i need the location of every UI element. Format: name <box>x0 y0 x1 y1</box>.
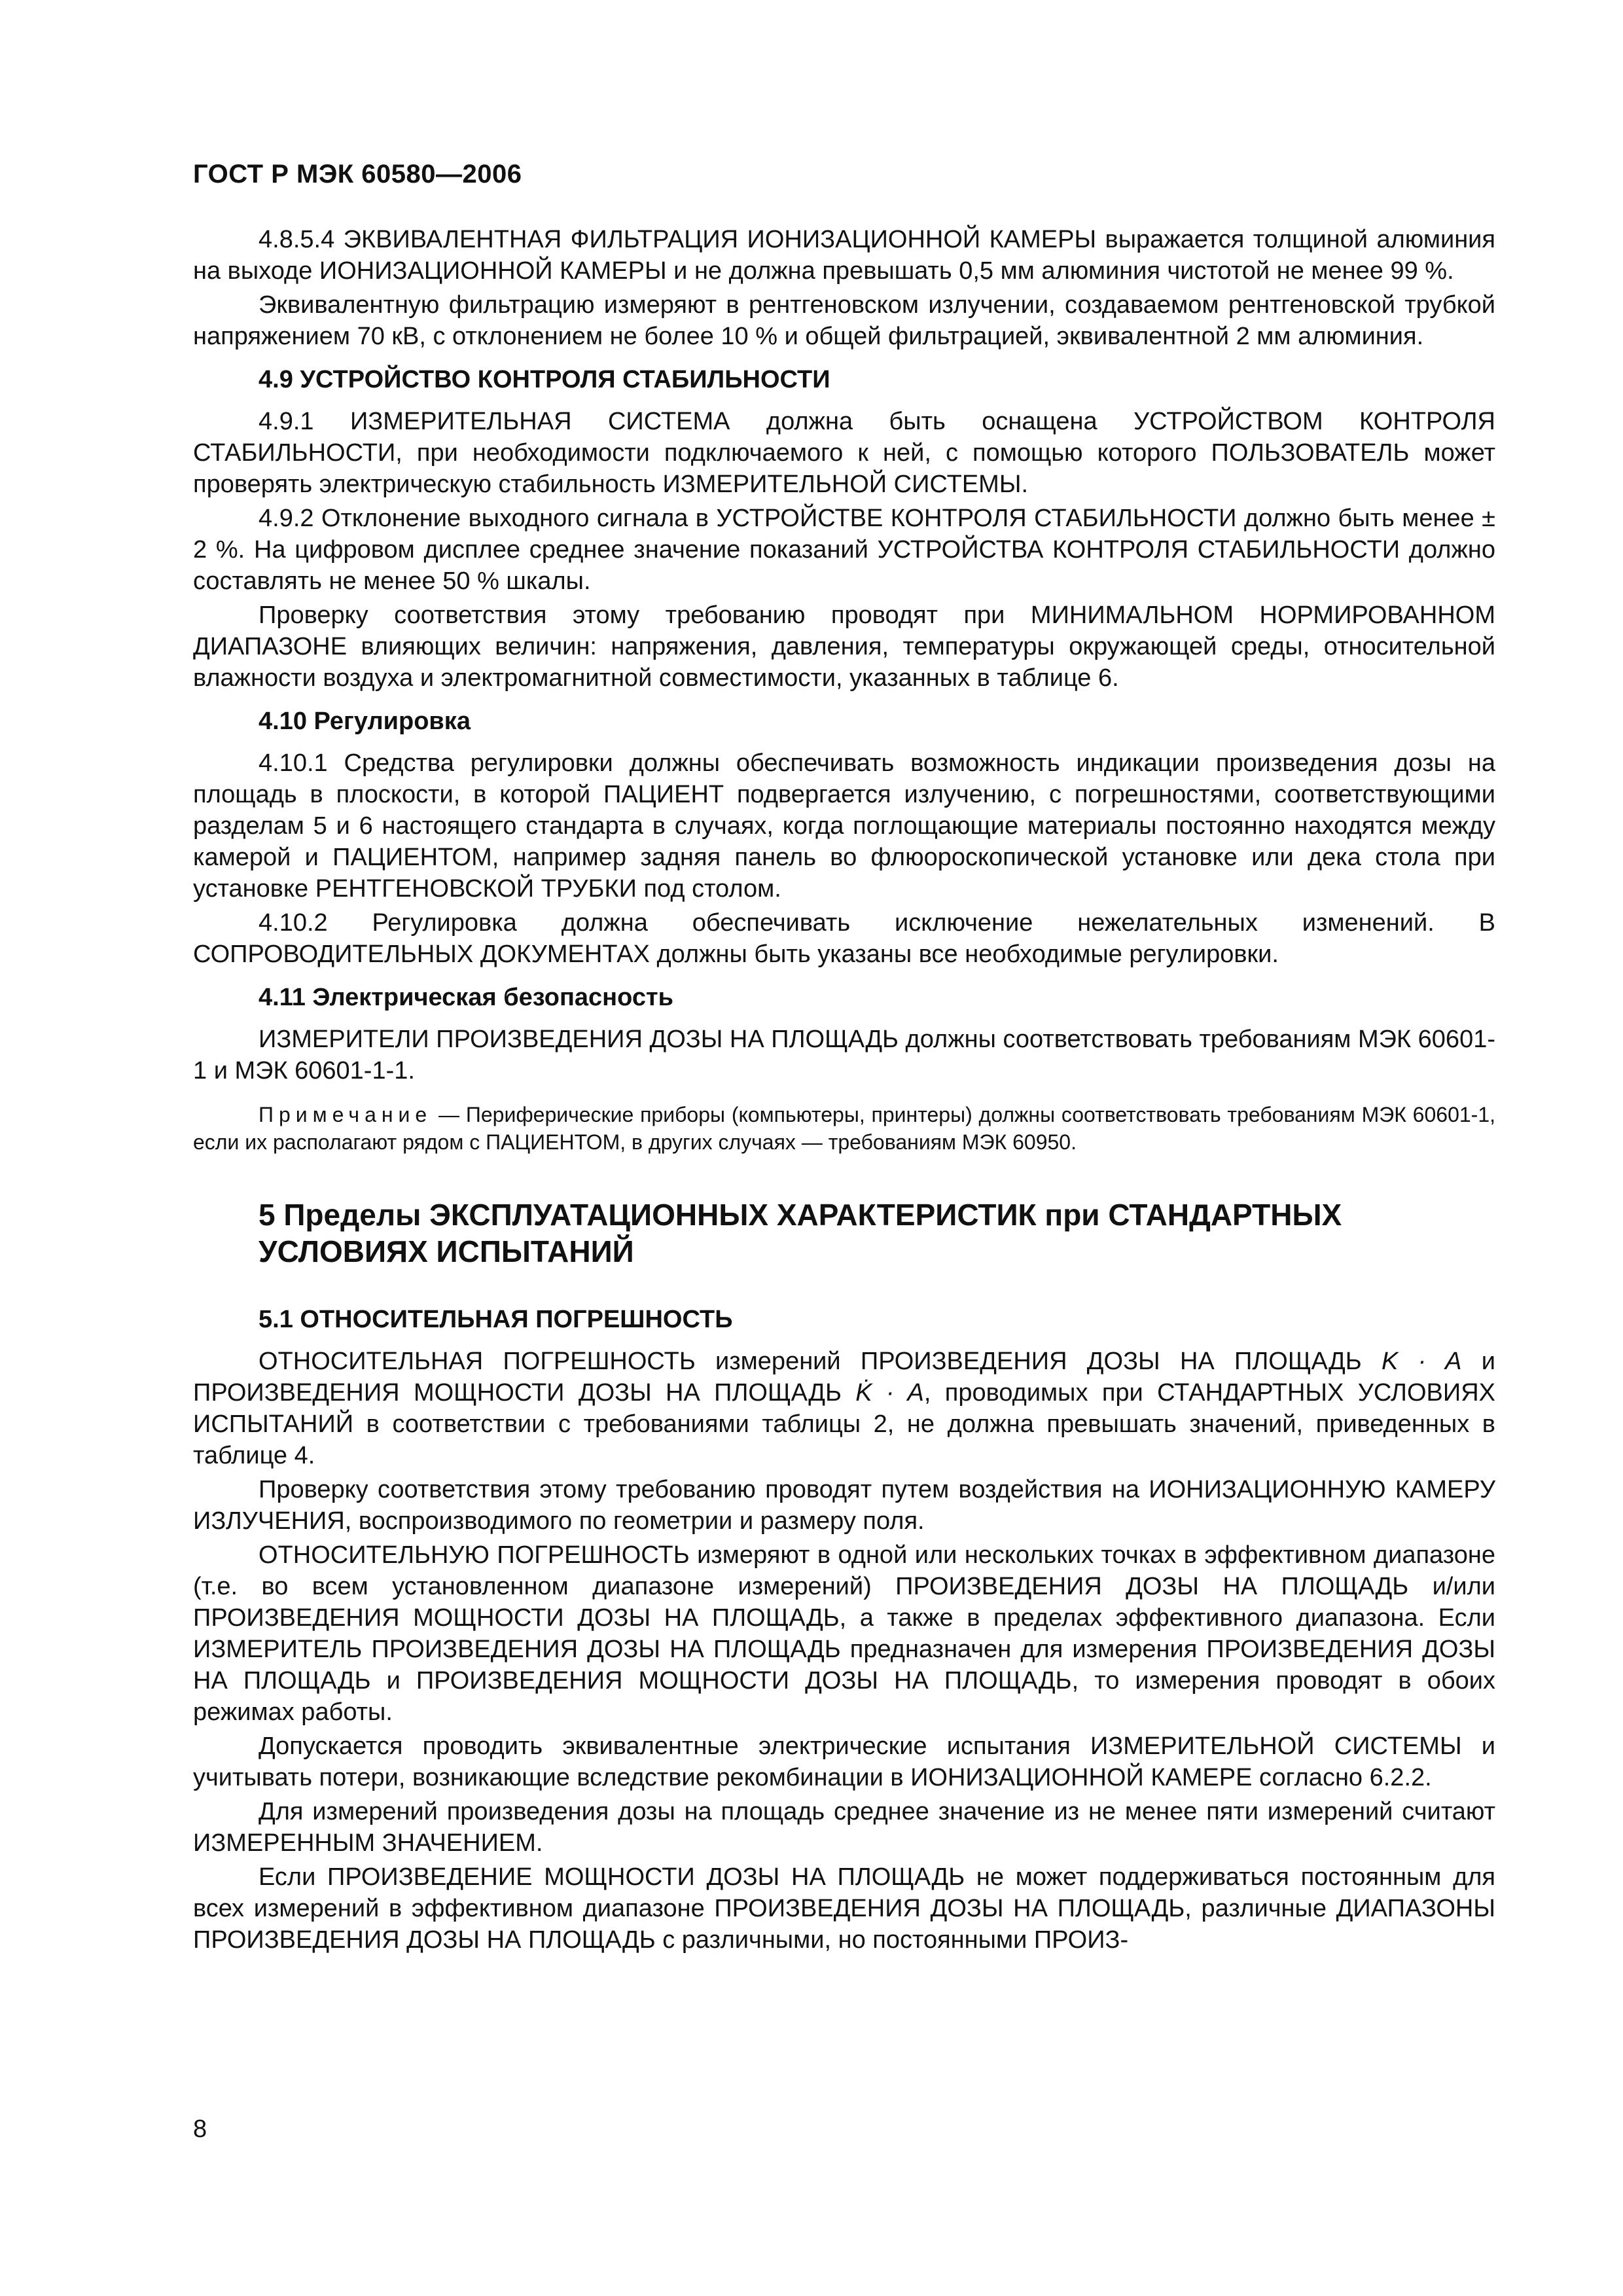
paragraph-4-9-1: 4.9.1 ИЗМЕРИТЕЛЬНАЯ СИСТЕМА должна быть оснащена УСТРОЙСТВОМ КОНТРОЛЯ СТАБИЛЬНОСТИ, при необходимости подключаемого к ней, с помощью которого ПОЛЬЗОВАТЕЛЬ может проверять электрическую стабильность ИЗМЕРИТЕЛЬНОЙ СИСТЕМЫ. <box>193 408 1495 498</box>
paragraph-compliance-check-2: Проверку соответствия этому требованию проводят путем воздействия на ИОНИЗАЦИОННУЮ КАМЕРУ ИЗЛУЧЕНИЯ, воспроизводимого по геометрии и размеру поля. <box>193 1476 1495 1535</box>
paragraph-relative-error-measurement: ОТНОСИТЕЛЬНУЮ ПОГРЕШНОСТЬ измеряют в одной или нескольких точках в эффективном диапазоне (т.е. во всем установленном диапазоне измерений) ПРОИЗВЕДЕНИЯ ДОЗЫ НА ПЛОЩАДЬ и/или ПРОИЗВЕДЕНИЯ МОЩНОСТИ ДОЗЫ НА ПЛОЩАДЬ, а также в пределах эффективного диапазона. Если ИЗМЕРИТЕЛЬ ПРОИЗВЕДЕНИЯ ДОЗЫ НА ПЛОЩАДЬ предназначен для измерения ПРОИЗВЕДЕНИЯ ДОЗЫ НА ПЛОЩАДЬ и ПРОИЗВЕДЕНИЯ МОЩНОСТИ ДОЗЫ НА ПЛОЩАДЬ, то измерения проводят в обоих режимах работы. <box>193 1541 1495 1726</box>
paragraph-4-8-5-4: 4.8.5.4 ЭКВИВАЛЕНТНАЯ ФИЛЬТРАЦИЯ ИОНИЗАЦИОННОЙ КАМЕРЫ выражается толщиной алюминия на выходе ИОНИЗАЦИОННОЙ КАМЕРЫ и не должна превышать 0,5 мм алюминия чистотой не менее 99 %. <box>193 226 1495 285</box>
chapter-heading-5: 5 Пределы ЭКСПЛУАТАЦИОННЫХ ХАРАКТЕРИСТИК при СТАНДАРТНЫХ УСЛОВИЯХ ИСПЫТАНИЙ <box>259 1198 1342 1268</box>
paragraph-4-9-2: 4.9.2 Отклонение выходного сигнала в УСТРОЙСТВЕ КОНТРОЛЯ СТАБИЛЬНОСТИ должно быть менее ± 2 %. На цифровом дисплее среднее значение показаний УСТРОЙСТВА КОНТРОЛЯ СТАБИЛЬНОСТИ должно составлять не менее 50 % шкалы. <box>193 505 1495 595</box>
note-text: — Периферические приборы (компьютеры, принтеры) должны соответствовать требованиям МЭК 60601-1, если их располагают рядом с ПАЦИЕНТОМ, в других случаях — требованиям МЭК 60950. <box>193 1103 1496 1154</box>
note-label: Примечание <box>259 1103 433 1126</box>
paragraph-5-1-relative-error <box>193 1346 1495 1471</box>
paragraph-equivalent-filtration: Эквивалентную фильтрацию измеряют в рентгеновском излучении, создаваемом рентгеновской трубкой напряжением 70 кВ, с отклонением не более 10 % и общей фильтрацией, эквивалентной 2 мм алюминия. <box>193 291 1495 350</box>
paragraph-4-11: ИЗМЕРИТЕЛИ ПРОИЗВЕДЕНИЯ ДОЗЫ НА ПЛОЩАДЬ должны соответствовать требованиям МЭК 60601-1 и МЭК 60601-1-1. <box>193 1026 1495 1085</box>
paragraph-mean-value: Для измерений произведения дозы на площадь среднее значение из не менее пяти измерений считают ИЗМЕРЕННЫМ ЗНАЧЕНИЕМ. <box>193 1798 1495 1857</box>
text-run: и ПРОИЗВЕДЕНИЯ МОЩНОСТИ ДОЗЫ НА ПЛОЩАДЬ <box>193 1348 1495 1407</box>
paragraph-electrical-tests: Допускается проводить эквивалентные электрические испытания ИЗМЕРИТЕЛЬНОЙ СИСТЕМЫ и учитывать потери, возникающие вследствие рекомбинации в ИОНИЗАЦИОННОЙ КАМЕРЕ согласно 6.2.2. <box>193 1732 1495 1791</box>
note-block <box>193 1101 1495 1156</box>
paragraph-4-10-2: 4.10.2 Регулировка должна обеспечивать исключение нежелательных изменений. В СОПРОВОДИТЕЛЬНЫХ ДОКУМЕНТАХ должны быть указаны все необходимые регулировки. <box>193 909 1495 968</box>
page-number: 8 <box>193 2115 207 2143</box>
paragraph-compliance-check-1: Проверку соответствия этому требованию проводят при МИНИМАЛЬНОМ НОРМИРОВАННОМ ДИАПАЗОНЕ влияющих величин: напряжения, давления, температуры окружающей среды, относительной влажности воздуха и электромагнитной совместимости, указанных в таблице 6. <box>193 601 1495 692</box>
paragraph-4-10-1: 4.10.1 Средства регулировки должны обеспечивать возможность индикации произведения дозы на площадь в плоскости, в которой ПАЦИЕНТ подвергается излучению, с погрешностями, соответствующими разделам 5 и 6 настоящего стандарта в случаях, когда поглощающие материалы постоянно находятся между камерой и ПАЦИЕНТОМ, например задняя панель во флюороскопической установке или дека стола при установке РЕНТГЕНОВСКОЙ ТРУБКИ под столом. <box>193 749 1495 903</box>
paragraph-dose-rate-ranges: Если ПРОИЗВЕДЕНИЕ МОЩНОСТИ ДОЗЫ НА ПЛОЩАДЬ не может поддерживаться постоянным для всех измерений в эффективном диапазоне ПРОИЗВЕДЕНИЯ ДОЗЫ НА ПЛОЩАДЬ, различные ДИАПАЗОНЫ ПРОИЗВЕДЕНИЯ ДОЗЫ НА ПЛОЩАДЬ с различными, но постоянными ПРОИЗ- <box>193 1863 1495 1954</box>
text-run: , проводимых при СТАНДАРТНЫХ УСЛОВИЯХ ИСПЫТАНИЙ в соответствии с требованиями таблицы 2, не должна превышать значений, приведенных в таблице 4. <box>193 1379 1495 1469</box>
section-heading-4-10: 4.10 Регулировка <box>259 708 471 735</box>
text-run: ОТНОСИТЕЛЬНАЯ ПОГРЕШНОСТЬ измерений ПРОИЗВЕДЕНИЯ ДОЗЫ НА ПЛОЩАДЬ <box>259 1348 1382 1375</box>
formula-ka: K · A <box>1382 1348 1462 1375</box>
formula-kdot-a: K̇ · A <box>855 1379 924 1407</box>
section-heading-4-11: 4.11 Электрическая безопасность <box>259 984 673 1011</box>
section-heading-5-1: 5.1 ОТНОСИТЕЛЬНАЯ ПОГРЕШНОСТЬ <box>259 1306 733 1333</box>
document-header: ГОСТ Р МЭК 60580—2006 <box>193 160 522 188</box>
section-heading-4-9: 4.9 УСТРОЙСТВО КОНТРОЛЯ СТАБИЛЬНОСТИ <box>259 366 830 393</box>
document-body <box>193 224 1495 1956</box>
